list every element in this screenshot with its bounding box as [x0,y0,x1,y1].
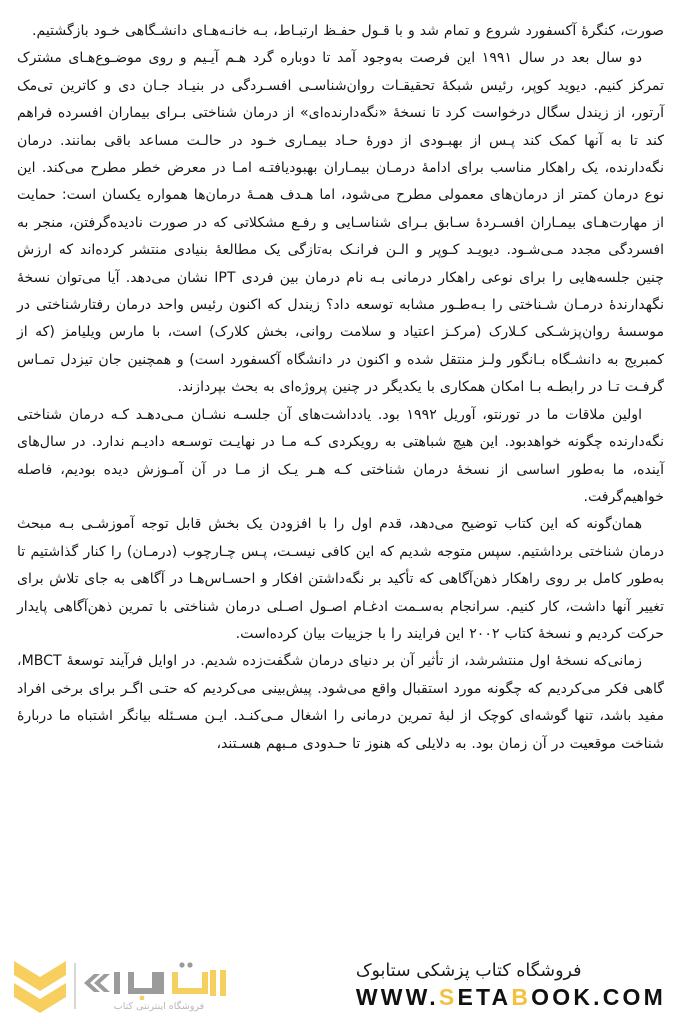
promo-website-url[interactable] [356,985,666,1010]
setabook-logo-lockup[interactable] [14,957,234,1015]
promo-tagline: فروشگاه کتاب پزشکی ستابوک [355,961,582,982]
logo-subtitle: فروشگاه اینترنتی کتاب [113,1001,205,1012]
paragraph-4: همان‌گونه که این کتاب توضیح می‌دهد، قدم اول را با افزودن یک بخش قابل توجه آموزشـی بـه مبحث درمان شناختی برداشتیم. سپس متوجه شدیم که این کافی نیسـت، پـس چـارچوب (درمـان) را کنار گذاشتیم تا به‌طور کامل بر روی راهکار ذهن‌آگاهی که تأکید بر نگه‌داشتن افکار و احسـاس‌هـا در آگاهی به جای تلاش برای تغییر آنها داشت، کار کنیم. سرانجام به‌سـمت ادغـام اصـول اصـلی درمان شناختی با تمرین ذهن‌آگاهی پایدار حرکت کردیم و نسخهٔ کتاب ۲۰۰۲ این فرایند را با جزییات بیان کرده‌است. [17,516,664,642]
paragraph-2: دو سال بعد در سال ۱۹۹۱ این فرصت به‌وجود آمد تا دوباره گرد هـم آیـیم و روی موضـوع‌هـای مشترک تمرکز کنیم. دیوید کوپر، رئیس شبکهٔ تحقیقـات روان‌شناسـی افسـردگی در بنیـاد جـان دی و کاترین تی‌مک آرتور، از زیندل سگال درخواست کرد تا نسخهٔ «نگه‌دارنده‌ای» از درمان شناختی بـرای بیماران افسرده فراهم کند تا به آنها کمک کند پـس از بهبـودی از دورهٔ حـاد بیمـاری خـود در حالـت مساعد باقی بمانند. درمان نگه‌دارنده، یک راهکار مناسب برای ادامهٔ درمـان بیمـاران بهبودیافتـه امـا در معرض خطر مطرح می‌کند. این نوع درمان کمتر از درمان‌های معمولی مطرح می‌شود، اما هـدف همـهٔ درمان‌ها همواره یکسان است: حمایت از مهارت‌هـای بیمـاران افسـردهٔ سـابق بـرای شناسـایی و رفـع مشکلاتی که در صورت نادیده‌گرفتن، منجر به افسردگی مجدد مـی‌شـود. دیویـد کـوپر و الـن فرانـک به‌تازگی یک مطالعهٔ بنیادی منتشر کرده‌اند که ارزش چنین جلسه‌هایی را برای نوعی راهکار درمانی بـه نام درمان بین فردی IPT نشان می‌دهد. آیا می‌توان نسخهٔ نگهدارندهٔ درمـان شـناختی را بـه‌طـور مشابه توسعه داد؟ زیندل که اکنون رئیس واحد درمان رفتارشناختی در موسسهٔ روان‌پزشـکی کـلارک (مرکـز اعتیاد و سلامت روانی، بخش کلارک) است، با مارس ویلیامز (که از کمبریج به دانشـگاه بـانگور ولـز منتقل شده و اکنون در دانشگاه آکسفورد است) و همچنین جان تیزدل تمـاس گرفـت تـا در رابطـه بـا امکان همکاری با یکدیگر در چنین پروژه‌ای به بحث بپردازند. [17,50,664,396]
url-letters-eta: ETA [457,984,512,1011]
url-prefix: WWW. [355,984,439,1011]
wordmark-block [84,960,234,1012]
url-letter-b: B [511,984,532,1011]
paragraph-5: زمانی‌که نسخهٔ اول منتشرشد، از تأثیر آن بر دنیای درمان شگفت‌زده شدیم. در اوایل فرآیند توسعهٔ MBCT، گاهی فکر می‌کردیم که چگونه مورد استقبال واقع می‌شود. پیش‌بینی می‌کردیم که حتـی اگـر برای برخی افراد مفید باشد، تنها گوشه‌ای کوچک از لبهٔ تمرین درمانی را اشغال مـی‌کنـد. ایـن مسـئله بیانگر اشتباه ما دربارهٔ شناخت موقعیت در آن زمان بود. به دلایلی که هنوز تا حـدودی مـبهم هسـتند، [17,653,664,752]
logo-divider [74,963,76,1009]
promo-text-block [352,961,666,1010]
page-text-body [17,18,664,1024]
double-chevron-down-icon [14,957,66,1015]
setabook-promo-banner [0,948,682,1024]
setabook-wordmark-icon [84,960,234,1000]
paragraph-1: صورت، کنگرهٔ آکسفورد شروع و تمام شد و با قـول حفـظ ارتبـاط، بـه خانـه‌هـای دانشـگاهی خـود بازگشتیم. [32,23,664,39]
url-letter-s: S [438,984,458,1011]
paragraph-3: اولین ملاقات ما در تورنتو، آوریل ۱۹۹۲ بود. یادداشت‌های آن جلسـه نشـان مـی‌دهـد کـه درمان شناختی نگه‌دارنده چگونه خواهدبود. این هیچ شباهتی به رویکردی کـه مـا در نهایـت توسـعه دادیـم ندارد. در سال‌های آینده، ما به‌طور اساسی از نسخهٔ درمان شناختی کـه هـر یـک از مـا در آن آمـوزش دیده بودیم، فاصله خواهیم‌گرفت. [17,406,664,505]
url-suffix: OOK.COM [531,984,666,1011]
